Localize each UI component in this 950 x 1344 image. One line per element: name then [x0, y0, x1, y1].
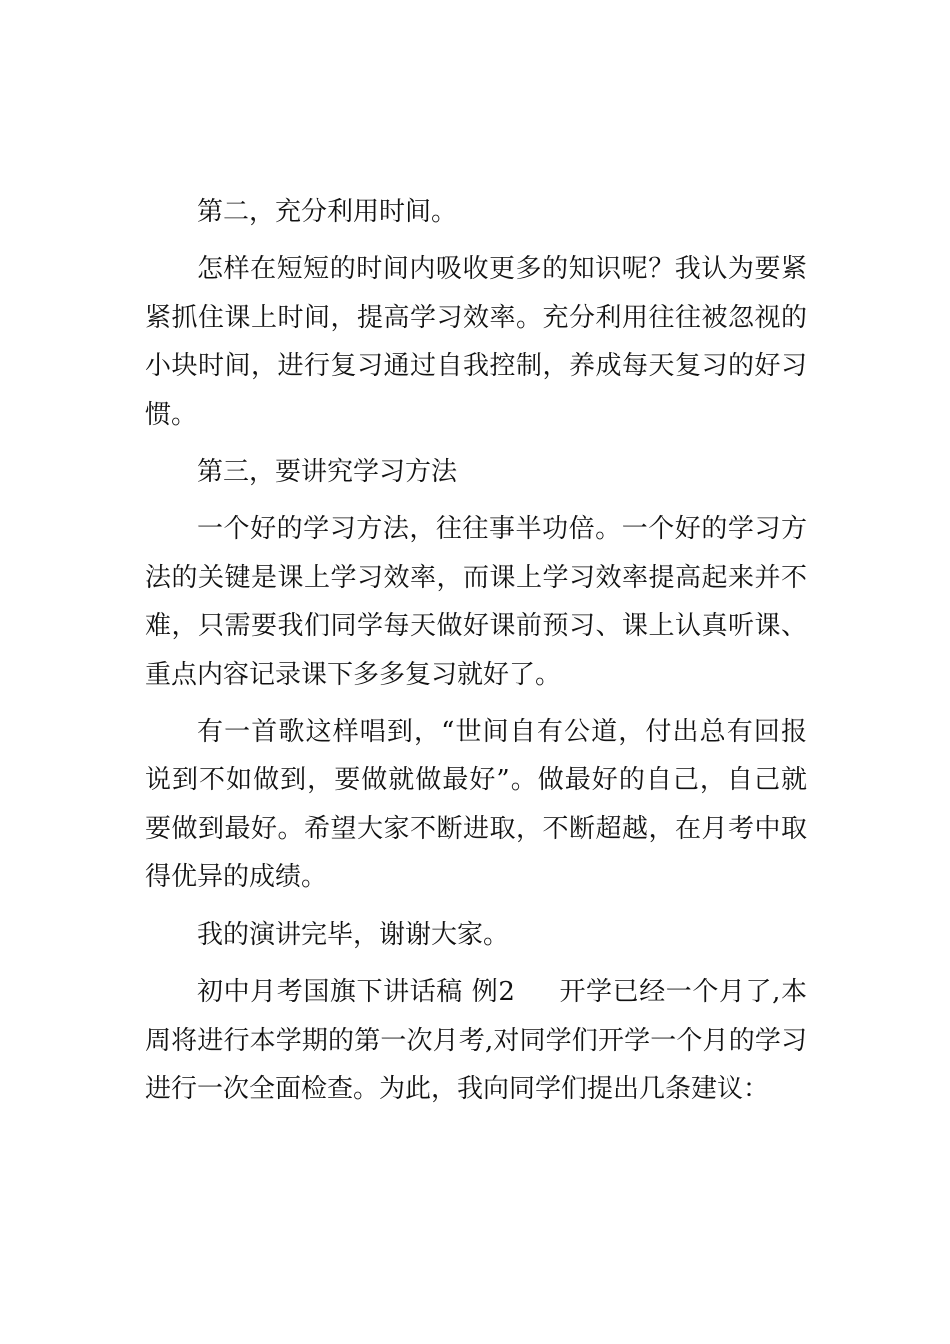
paragraph-heading-second: 第二，充分利用时间。 [197, 197, 458, 227]
paragraph-heading-third: 第三，要讲究学习方法 [197, 457, 458, 488]
paragraph-song-quote: 有一首歌这样唱到，“世间自有公道，付出总有回报说到不如做到，要做就做最好”。做最好的自己，自己就要做到最好。希望大家不断进取，不断超越，在月考中取得优异的成绩。 [145, 717, 807, 893]
paragraph-example-2 [145, 968, 807, 1113]
document-body [145, 188, 807, 1113]
paragraph-study-method: 一个好的学习方法，往往事半功倍。一个好的学习方法的关键是课上学习效率，而课上学习效率提高起来并不难，只需要我们同学每天做好课前预习、课上认真听课、重点内容记录课下多多复习就好了。 [145, 514, 807, 690]
example-heading: 初中月考国旗下讲话稿 例2 [197, 977, 515, 1008]
example-body: 开学已经一个月了,本周将进行本学期的第一次月考,对同学们开学一个月的学习进行一次全面检查。为此，我向同学们提出几条建议： [145, 977, 807, 1104]
paragraph-time-usage: 怎样在短短的时间内吸收更多的知识呢？我认为要紧紧抓住课上时间，提高学习效率。充分利用往往被忽视的小块时间，进行复习通过自我控制，养成每天复习的好习惯。 [145, 254, 807, 430]
paragraph-closing: 我的演讲完毕，谢谢大家。 [197, 919, 510, 950]
